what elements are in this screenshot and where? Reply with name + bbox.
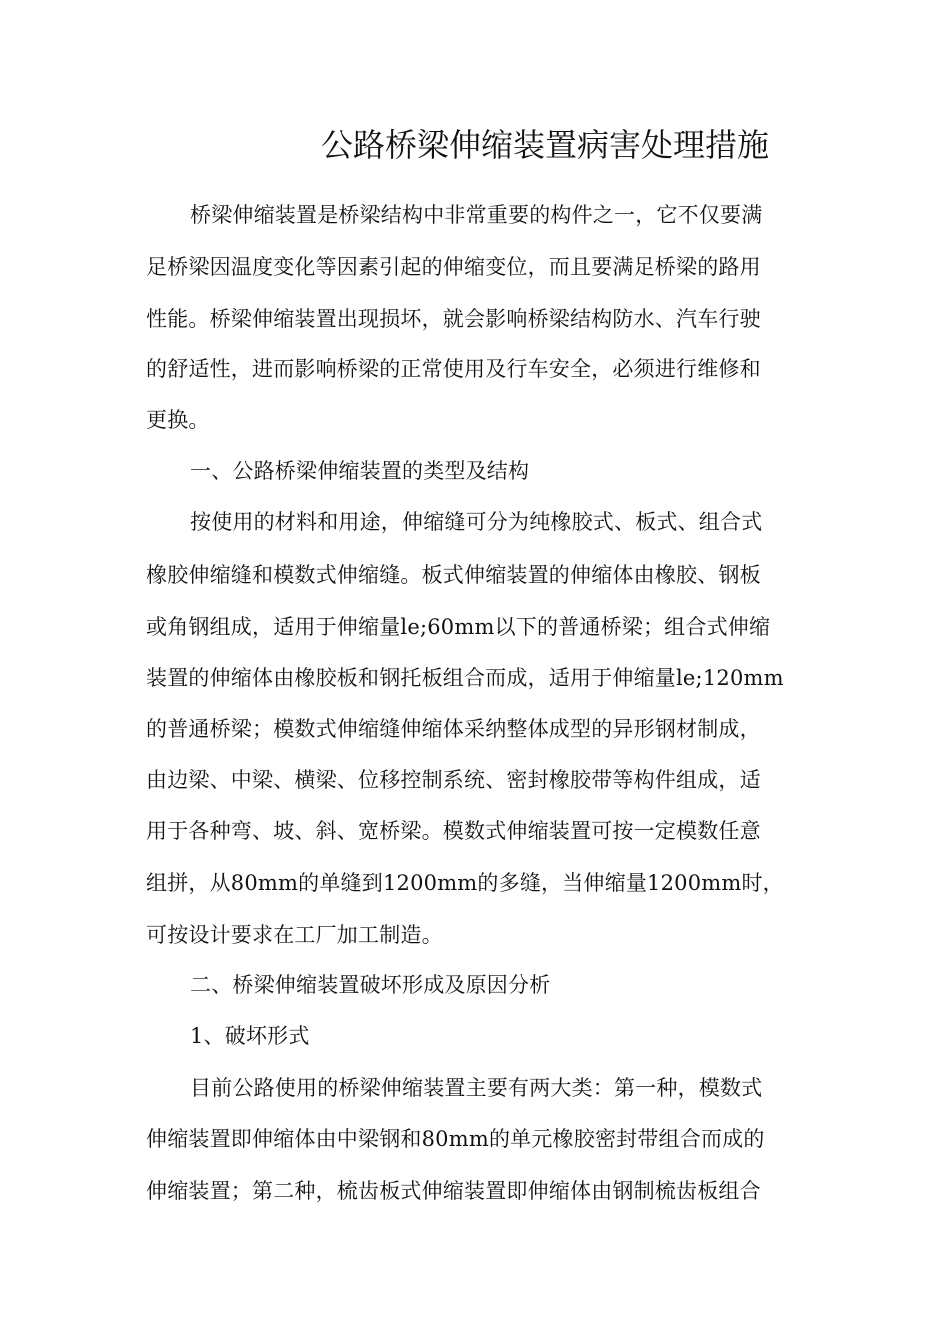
paragraph-line: 组拼，从80mm的单缝到1200mm的多缝，当伸缩量1200mm时， xyxy=(146,871,784,895)
paragraph-line: 的普通桥梁；模数式伸缩缝伸缩体采纳整体成型的异形钢材制成， xyxy=(146,717,761,741)
paragraph-line: 桥梁伸缩装置是桥梁结构中非常重要的构件之一，它不仅要满 xyxy=(190,203,763,227)
paragraph-line: 性能。桥梁伸缩装置出现损坏，就会影响桥梁结构防水、汽车行驶 xyxy=(146,307,761,331)
paragraph-line: 橡胶伸缩缝和模数式伸缩缝。板式伸缩装置的伸缩体由橡胶、钢板 xyxy=(146,563,761,587)
paragraph-line: 装置的伸缩体由橡胶板和钢托板组合而成，适用于伸缩量le;120mm xyxy=(146,666,784,690)
paragraph-line: 由边梁、中梁、横梁、位移控制系统、密封橡胶带等构件组成，适 xyxy=(146,768,761,792)
paragraph-line: 伸缩装置即伸缩体由中梁钢和80mm的单元橡胶密封带组合而成的 xyxy=(146,1127,765,1151)
paragraph-line: 可按设计要求在工厂加工制造。 xyxy=(146,923,443,947)
section-heading: 二、桥梁伸缩装置破坏形成及原因分析 xyxy=(190,973,551,997)
paragraph-line: 按使用的材料和用途，伸缩缝可分为纯橡胶式、板式、组合式 xyxy=(190,510,763,534)
document-title: 公路桥梁伸缩装置病害处理措施 xyxy=(320,126,769,164)
paragraph-line: 目前公路使用的桥梁伸缩装置主要有两大类：第一种，模数式 xyxy=(190,1076,763,1100)
paragraph-line: 用于各种弯、坡、斜、宽桥梁。模数式伸缩装置可按一定模数任意 xyxy=(146,819,761,843)
paragraph-line: 更换。 xyxy=(146,408,210,432)
subsection-heading: 1、破坏形式 xyxy=(190,1024,310,1048)
paragraph-line: 足桥梁因温度变化等因素引起的伸缩变位，而且要满足桥梁的路用 xyxy=(146,255,761,279)
paragraph-line: 的舒适性，进而影响桥梁的正常使用及行车安全，必须进行维修和 xyxy=(146,357,761,381)
paragraph-line: 或角钢组成，适用于伸缩量le;60mm以下的普通桥梁；组合式伸缩 xyxy=(146,615,771,639)
section-heading: 一、公路桥梁伸缩装置的类型及结构 xyxy=(190,459,530,483)
paragraph-line: 伸缩装置；第二种，梳齿板式伸缩装置即伸缩体由钢制梳齿板组合 xyxy=(146,1179,761,1203)
